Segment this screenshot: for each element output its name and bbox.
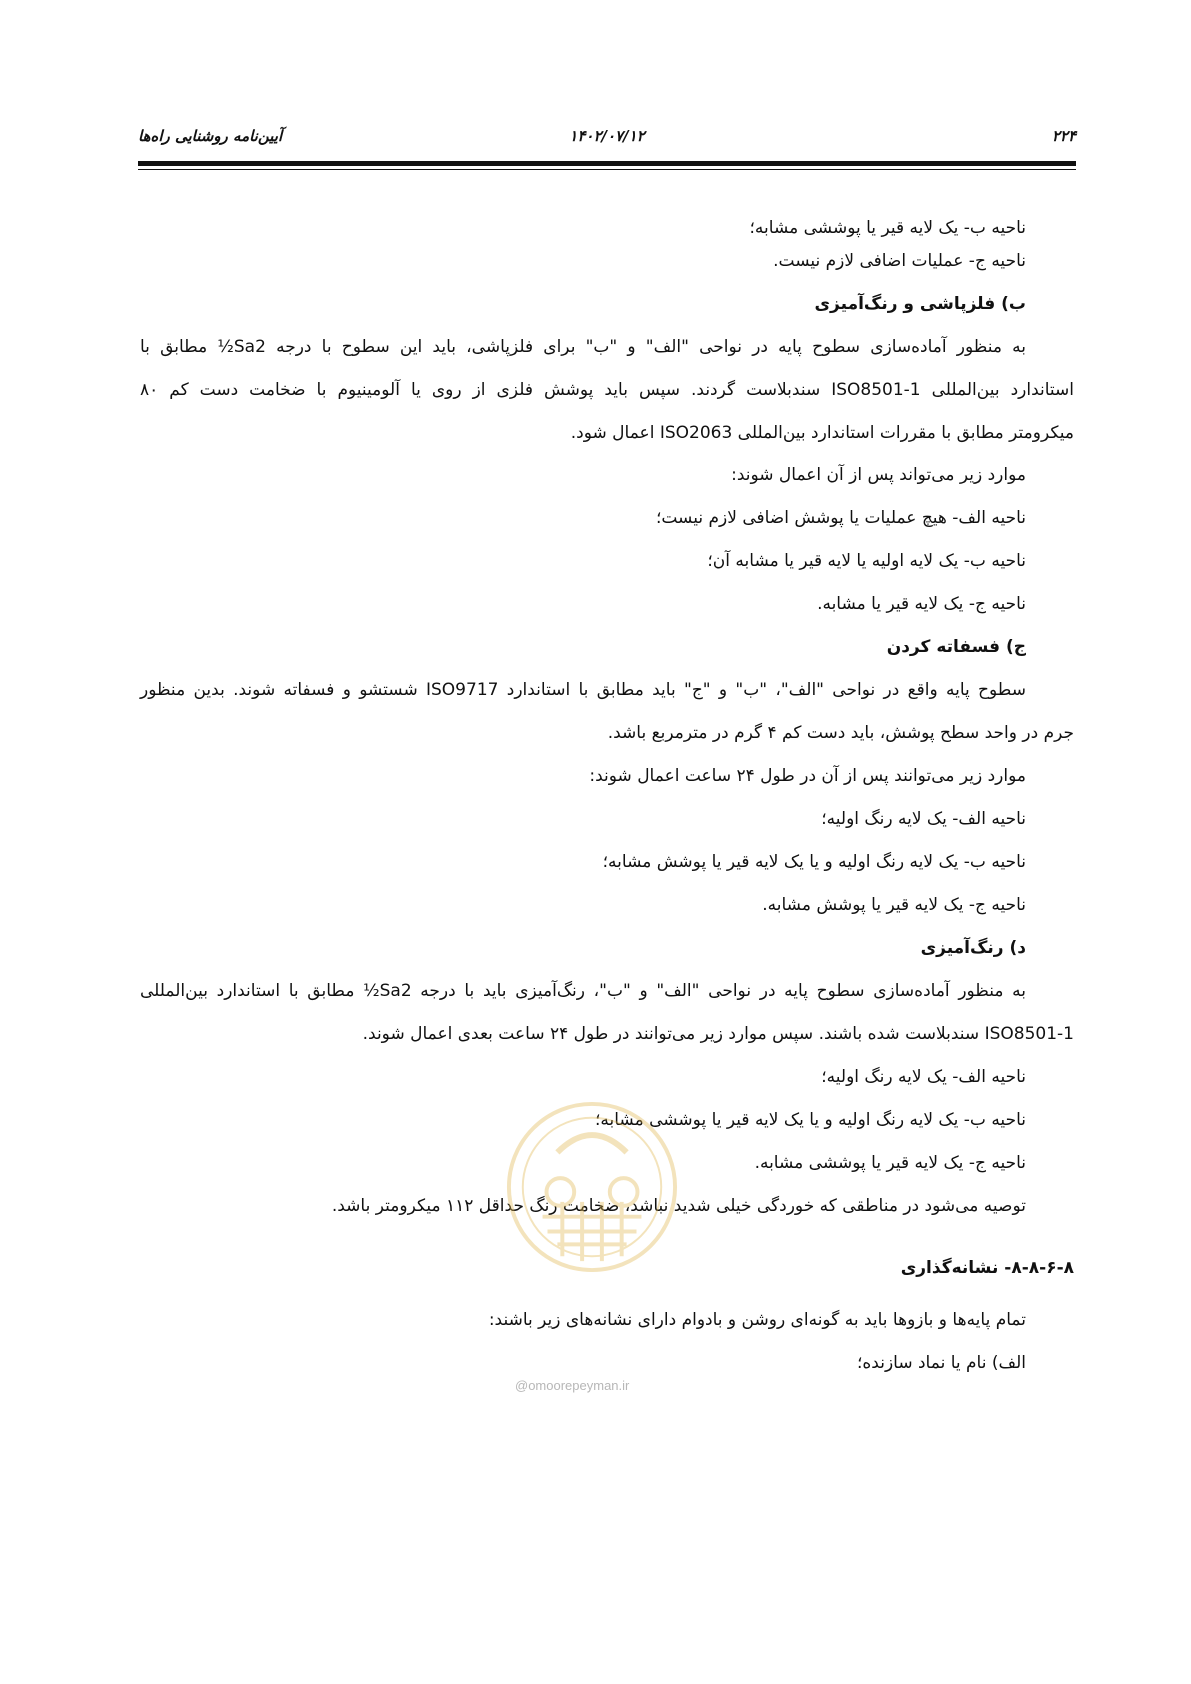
list-item: ناحیه الف- هیچ عملیات یا پوشش اضافی لازم نیست؛ (655, 508, 1026, 528)
list-item: ناحیه ج- یک لایه قیر یا پوششی مشابه. (754, 1153, 1026, 1173)
section-heading-c: ج) فسفاته کردن (886, 637, 1026, 657)
paragraph-line: توصیه می‌شود در مناطقی که خوردگی خیلی شدید نباشد، ضخامت رنگ حداقل ۱۱۲ میکرومتر باشد. (331, 1196, 1026, 1216)
paragraph-line: ناحیه ج- عملیات اضافی لازم نیست. (773, 251, 1026, 271)
page-number: ۲۲۴ (1051, 127, 1076, 145)
section-heading-marking: ۸-۸-۶-۸- نشانه‌گذاری (900, 1258, 1074, 1278)
header-date: ۱۴۰۲/۰۷/۱۲ (569, 127, 645, 145)
paragraph-line: تمام پایه‌ها و بازوها باید به گونه‌ای روشن و بادوام دارای نشانه‌های زیر باشند: (488, 1310, 1026, 1330)
paragraph-line: ISO8501-1 سندبلاست شده باشند. سپس موارد زیر می‌توانند در طول ۲۴ ساعت بعدی اعمال شوند. (362, 1024, 1074, 1044)
paragraph-line: جرم در واحد سطح پوشش، باید دست کم ۴ گرم در مترمربع باشد. (607, 723, 1074, 743)
paragraph-line: به منظور آماده‌سازی سطوح پایه در نواحی "الف" و "ب"، رنگ‌آمیزی باید با درجه Sa2½ مطابق با استاندارد بین‌المللی (140, 981, 1027, 1001)
paragraph-line: به منظور آماده‌سازی سطوح پایه در نواحی "الف" و "ب" برای فلزپاشی، باید این سطوح با درجه Sa2½ مطابق با (140, 337, 1026, 357)
paragraph-line: میکرومتر مطابق با مقررات استاندارد بین‌المللی ISO2063 اعمال شود. (570, 423, 1074, 443)
paragraph-line: موارد زیر می‌تواند پس از آن اعمال شوند: (731, 465, 1026, 485)
header-rule-thin (138, 169, 1076, 170)
list-item: ناحیه ج- یک لایه قیر یا پوشش مشابه. (762, 895, 1026, 915)
list-item: ناحیه ب- یک لایه رنگ اولیه و یا یک لایه قیر یا پوششی مشابه؛ (594, 1110, 1026, 1130)
book-title: آیین‌نامه روشنایی راه‌ها (138, 127, 283, 145)
paragraph-line: سطوح پایه واقع در نواحی "الف"، "ب" و "ج" باید مطابق با استاندارد ISO9717 شستشو و فسفاته شوند. بدین منظور (140, 680, 1026, 700)
paragraph-line: ناحیه ب- یک لایه قیر یا پوششی مشابه؛ (749, 218, 1026, 238)
paragraph-line: موارد زیر می‌توانند پس از آن در طول ۲۴ ساعت اعمال شوند: (589, 766, 1026, 786)
watermark-handle: @omoorepeyman.ir (515, 1378, 630, 1393)
list-item: الف) نام یا نماد سازنده؛ (856, 1353, 1026, 1373)
list-item: ناحیه ب- یک لایه رنگ اولیه و یا یک لایه قیر یا پوشش مشابه؛ (602, 852, 1026, 872)
section-heading-d: د) رنگ‌آمیزی (920, 938, 1026, 958)
header-rule-thick (138, 161, 1076, 166)
page-header (138, 127, 1076, 151)
paragraph-line: استاندارد بین‌المللی ISO8501-1 سندبلاست گردند. سپس باید پوشش فلزی از روی یا آلومینیوم با ضخامت دست کم ۸۰ (140, 380, 1074, 400)
section-heading-b: ب) فلزپاشی و رنگ‌آمیزی (814, 294, 1026, 314)
list-item: ناحیه ب- یک لایه اولیه یا لایه قیر یا مشابه آن؛ (707, 551, 1026, 571)
list-item: ناحیه الف- یک لایه رنگ اولیه؛ (821, 1067, 1026, 1087)
list-item: ناحیه الف- یک لایه رنگ اولیه؛ (821, 809, 1026, 829)
list-item: ناحیه ج- یک لایه قیر یا مشابه. (817, 594, 1026, 614)
